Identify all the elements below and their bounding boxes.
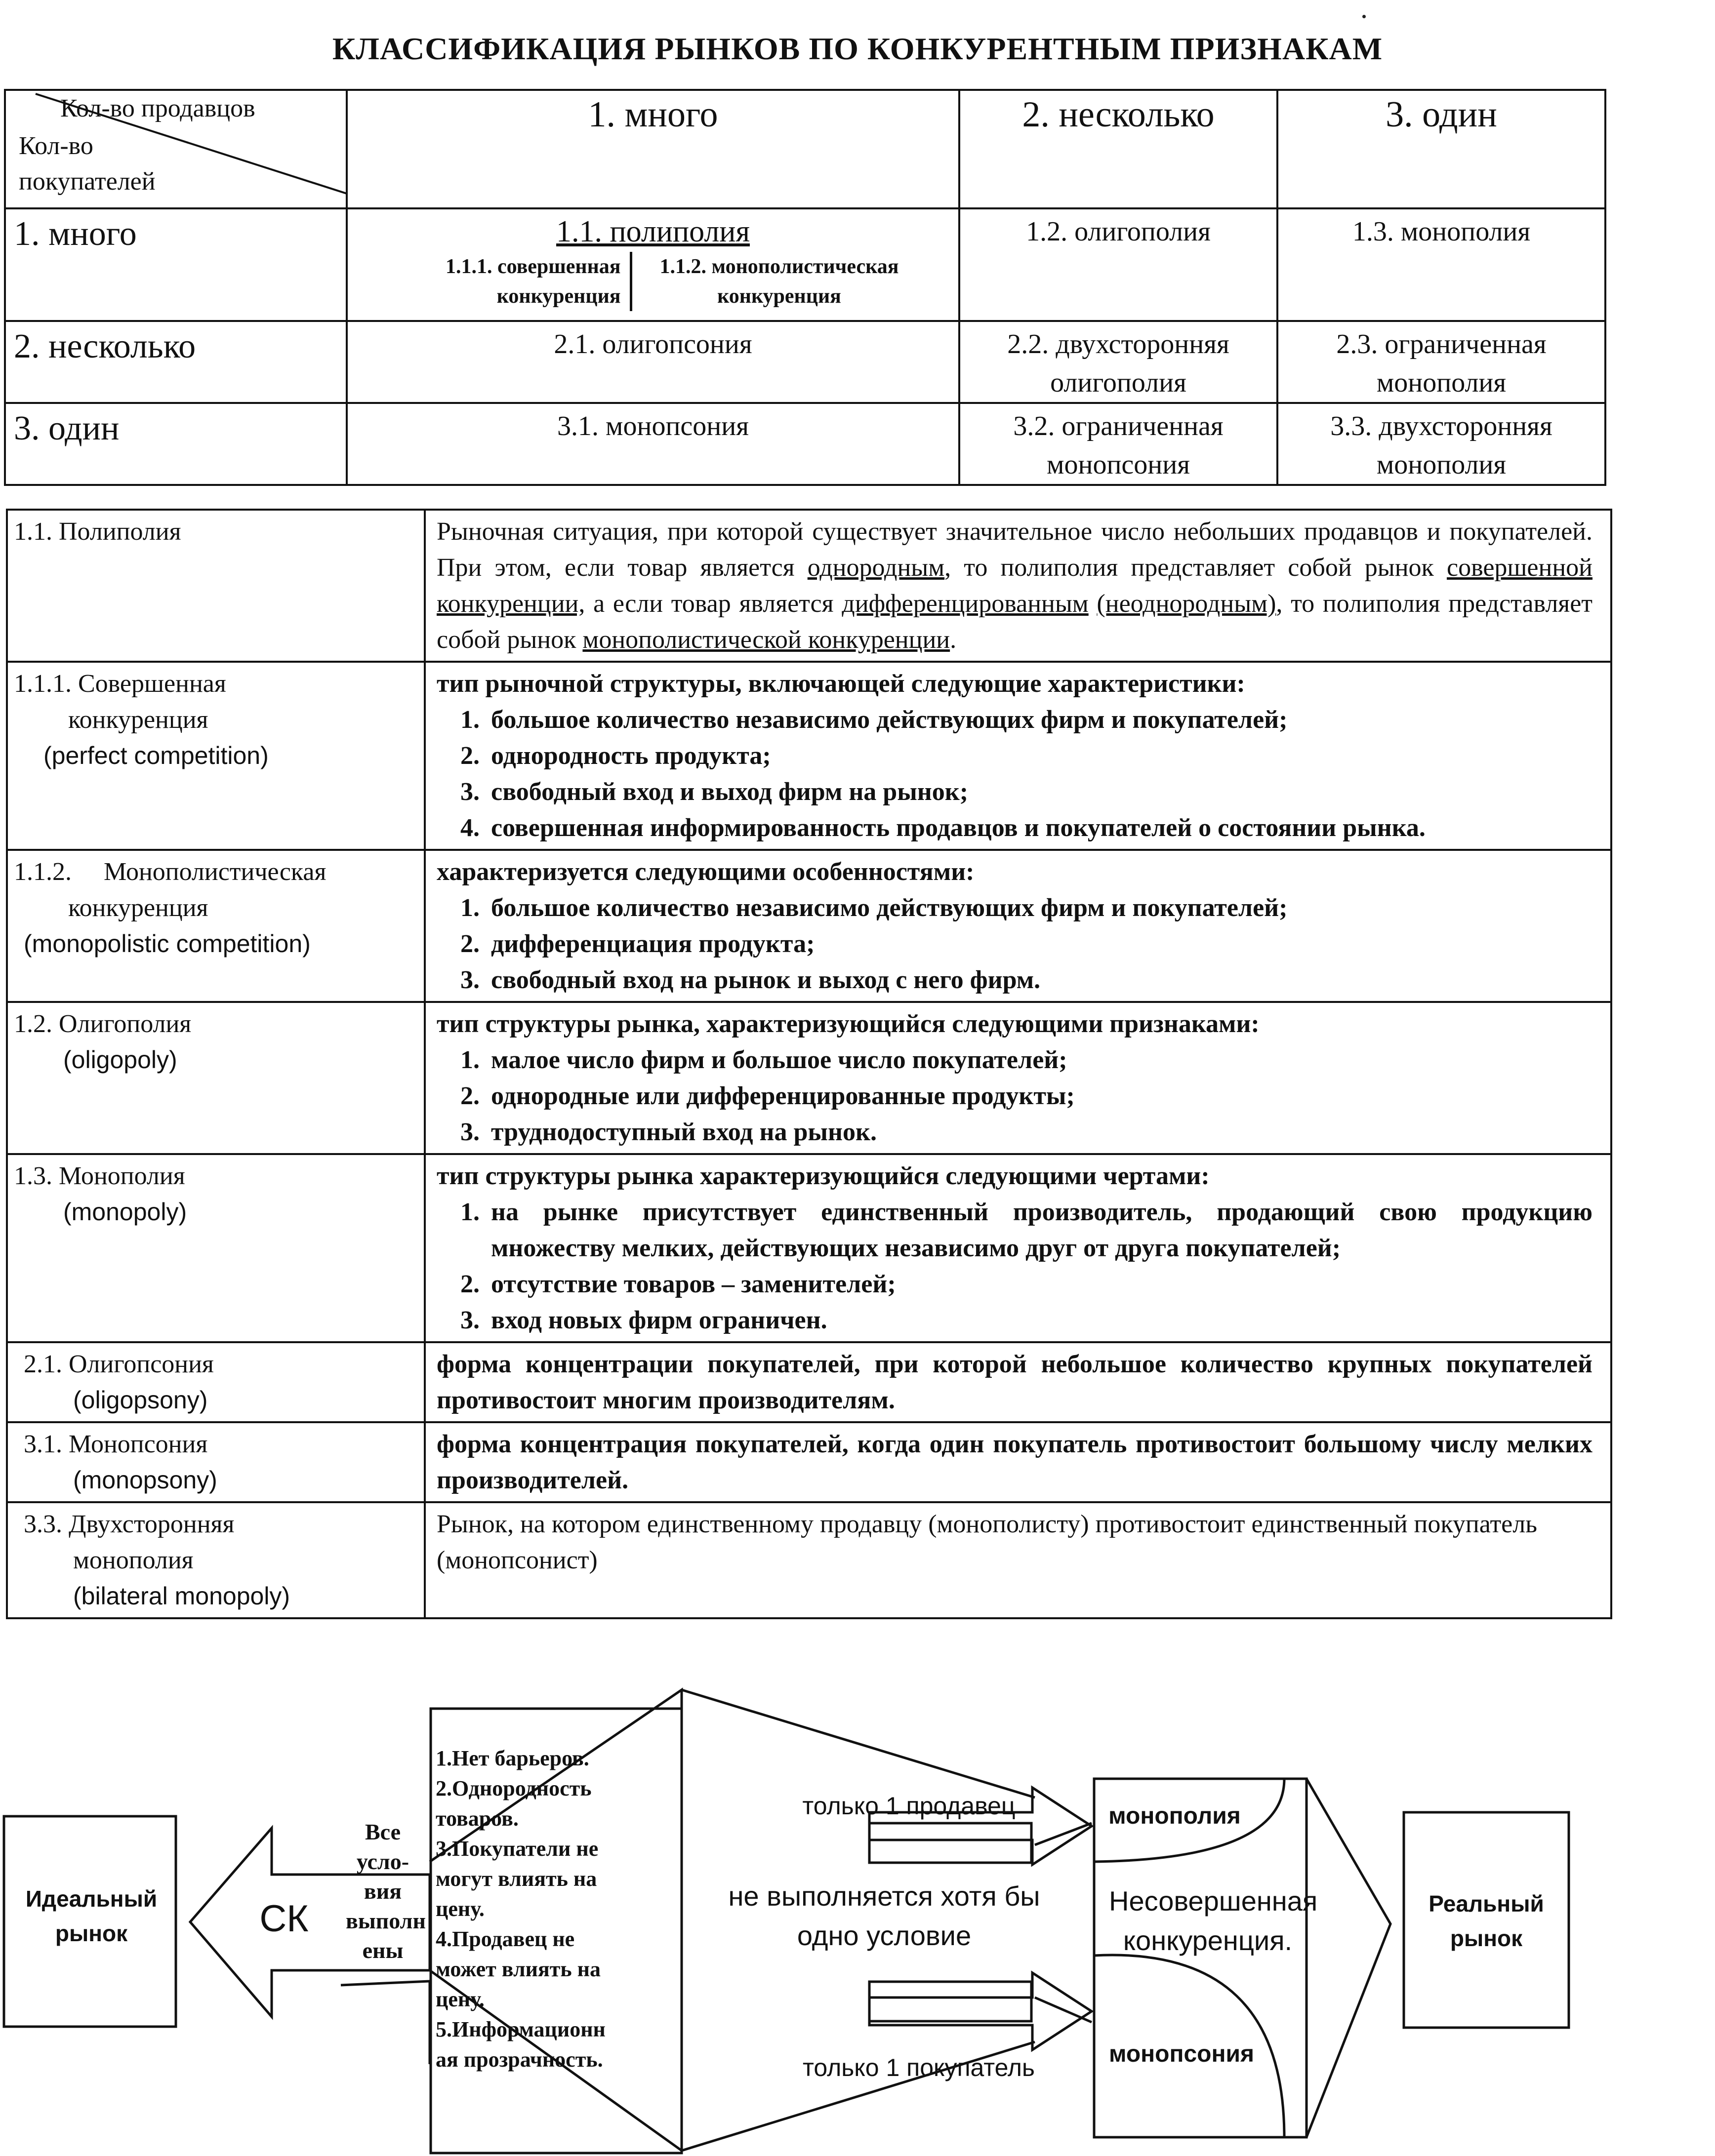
hollow-arrow-lower bbox=[341, 1981, 430, 2064]
def-oligopsony: форма концентрации покупателей, при которой небольшое количество крупных покупателей противостоит многим производителям. bbox=[425, 1342, 1611, 1422]
condition-not-met-label: не выполняется хотя бы одно условие bbox=[728, 1880, 1040, 1951]
matrix-corner-cell bbox=[5, 90, 347, 208]
term-monopoly: 1.3. Монополия (monopoly) bbox=[7, 1154, 425, 1342]
link-line-1 bbox=[1035, 1823, 1092, 1845]
def-row-perfect-competition bbox=[7, 662, 1611, 850]
corner-sellers-label: Кол-во продавцов bbox=[60, 94, 255, 122]
row-header-many: 1. много bbox=[5, 208, 347, 321]
list-item: 1. большое количество независимо действующих фирм и покупателей; bbox=[486, 890, 1592, 926]
term-bilateral-monopoly: 3.3. Двухсторонняя монополия (bilateral monopoly) bbox=[7, 1502, 425, 1618]
polypoly-split bbox=[348, 252, 958, 311]
cell-oligopoly: 1.2. олигополия bbox=[959, 208, 1277, 321]
matrix-row-one bbox=[5, 403, 1605, 485]
ideal-market-label: Идеальный рынок bbox=[25, 1886, 158, 1946]
corner-buyers-label: Кол-во покупателей bbox=[19, 132, 156, 196]
def-oligopoly: тип структуры рынка, характеризующийся следующими признаками: 1. малое число фирм и большое число покупателей; 2. однородные или дифференцированные продукты; 3. труднодоступный вход на рынок. bbox=[425, 1002, 1611, 1154]
row-header-several: 2. несколько bbox=[5, 321, 347, 403]
col-header-several: 2. несколько bbox=[959, 90, 1277, 208]
def-row-monopoly bbox=[7, 1154, 1611, 1342]
list-item: 2. отсутствие товаров – заменителей; bbox=[486, 1266, 1592, 1302]
market-matrix bbox=[4, 89, 1606, 486]
list-item: 4. совершенная информированность продавцов и покупателей о состоянии рынка. bbox=[486, 810, 1592, 846]
imperfect-competition-label: Несовершенная конкуренция. bbox=[1109, 1885, 1318, 1956]
real-market-label: Реальный рынок bbox=[1429, 1891, 1544, 1951]
list-item: 3. свободный вход и выход фирм на рынок; bbox=[486, 774, 1592, 810]
polypoly-perfect: 1.1.1. совершенная конкуренция bbox=[446, 255, 621, 308]
page-title: КЛАССИФИКАЦИЯ РЫНКОВ ПО КОНКУРЕНТНЫМ ПРИЗНАКАМ bbox=[332, 31, 1383, 66]
def-monopolistic-competition: характеризуется следующими особенностями: 1. большое количество независимо действующих фирм и покупателей; 2. дифференциация продукта; 3. свободный вход на рынок и выход с него фирм. bbox=[425, 850, 1611, 1002]
monopsony-label: монопсония bbox=[1108, 2041, 1255, 2067]
one-buyer-label: только 1 покупатель bbox=[803, 2054, 1035, 2081]
term-oligopsony: 2.1. Олигопсония (oligopsony) bbox=[7, 1342, 425, 1422]
matrix-header-row bbox=[5, 90, 1605, 208]
cell-limited-monopoly: 2.3. ограниченная монополия bbox=[1277, 321, 1605, 403]
buyer-arrow bbox=[869, 1973, 1092, 2050]
market-diagram bbox=[0, 1669, 1715, 2156]
list-item: 3. труднодоступный вход на рынок. bbox=[486, 1114, 1592, 1150]
def-monopoly: тип структуры рынка характеризующийся следующими чертами: 1. на рынке присутствует единственный производитель, продающий свою продукцию множеству мелких, действующих независимо друг от друга покупателей; 2. отсутствие товаров – заменителей; 3. вход новых фирм ограничен. bbox=[425, 1154, 1611, 1342]
def-monopsony: форма концентрация покупателей, когда один покупатель противостоит большому числу мелких производителей. bbox=[425, 1422, 1611, 1502]
buyer-blank-box bbox=[869, 1982, 1031, 2021]
polypoly-title: 1.1. полиполия bbox=[556, 215, 750, 248]
term-monopolistic-competition: 1.1.2. Монополистическая конкуренция (monopolistic competition) bbox=[7, 850, 425, 1002]
one-seller-label: только 1 продавец bbox=[802, 1792, 1016, 1820]
link-line-2 bbox=[1035, 1997, 1092, 2022]
seller-blank-box bbox=[869, 1823, 1031, 1863]
term-oligopoly: 1.2. Олигополия (oligopoly) bbox=[7, 1002, 425, 1154]
def-row-polypoly bbox=[7, 510, 1611, 662]
cell-monopoly: 1.3. монополия bbox=[1277, 208, 1605, 321]
matrix-row-several bbox=[5, 321, 1605, 403]
sk-label: СК bbox=[259, 1898, 309, 1940]
cell-oligopsony: 2.1. олигопсония bbox=[347, 321, 959, 403]
cell-polypoly bbox=[347, 208, 959, 321]
term-monopsony: 3.1. Монопсония (monopsony) bbox=[7, 1422, 425, 1502]
list-item: 2. дифференциация продукта; bbox=[486, 926, 1592, 962]
list-item: 1. малое число фирм и большое число покупателей; bbox=[486, 1042, 1592, 1078]
matrix-row-many bbox=[5, 208, 1605, 321]
row-header-one: 3. один bbox=[5, 403, 347, 485]
def-row-oligopoly bbox=[7, 1002, 1611, 1154]
conditions-list: 1.Нет барьеров. 2.Однородность товаров. 3.Покупатели не могут влиять на цену. 4.Продавец не может влиять на цену. 5.Информационн ая прозрачность. bbox=[436, 1746, 606, 2072]
cell-limited-monopsony: 3.2. ограниченная монопсония bbox=[959, 403, 1277, 485]
list-item: 3. свободный вход на рынок и выход с него фирм. bbox=[486, 962, 1592, 998]
term-polypoly: 1.1. Полиполия bbox=[7, 510, 425, 662]
list-item: 2. однородность продукта; bbox=[486, 738, 1592, 774]
imperfect-arrow-tip bbox=[1307, 1779, 1390, 2137]
stray-dot bbox=[1362, 15, 1366, 18]
funnel-top-edge bbox=[682, 1690, 1035, 1797]
term-perfect-competition: 1.1.1. Совершенная конкуренция (perfect competition) bbox=[7, 662, 425, 850]
monopoly-label: монополия bbox=[1108, 1803, 1241, 1829]
cell-monopsony: 3.1. монопсония bbox=[347, 403, 959, 485]
def-row-bilateral-monopoly bbox=[7, 1502, 1611, 1618]
def-row-monopsony bbox=[7, 1422, 1611, 1502]
def-polypoly: Рыночная ситуация, при которой существует значительное число небольших продавцов и покупателей. При этом, если товар является однородным, то полиполия представляет собой рынок совершенной конкуренции, а если товар является дифференцированным (неоднородным), то полиполия представляет собой рынок монополистической конкуренции. bbox=[425, 510, 1611, 662]
list-item: 1. на рынке присутствует единственный производитель, продающий свою продукцию множеству мелких, действующих независимо друг от друга покупателей; bbox=[486, 1194, 1592, 1266]
col-header-many: 1. много bbox=[347, 90, 959, 208]
all-conditions-met-label: Все усло- вия выполн ены bbox=[346, 1819, 426, 1963]
list-item: 3. вход новых фирм ограничен. bbox=[486, 1302, 1592, 1338]
def-row-monopolistic-competition bbox=[7, 850, 1611, 1002]
def-perfect-competition: тип рыночной структуры, включающей следующие характеристики: 1. большое количество независимо действующих фирм и покупателей; 2. однородность продукта; 3. свободный вход и выход фирм на рынок; 4. совершенная информированность продавцов и покупателей о состоянии рынка. bbox=[425, 662, 1611, 850]
definitions-table bbox=[6, 509, 1612, 1619]
cell-bilateral-monopoly: 3.3. двухсторонняя монополия bbox=[1277, 403, 1605, 485]
cell-bilateral-oligopoly: 2.2. двухсторонняя олигополия bbox=[959, 321, 1277, 403]
def-row-oligopsony bbox=[7, 1342, 1611, 1422]
col-header-one: 3. один bbox=[1277, 90, 1605, 208]
list-item: 2. однородные или дифференцированные продукты; bbox=[486, 1078, 1592, 1114]
def-bilateral-monopoly: Рынок, на котором единственному продавцу (монополисту) противостоит единственный покупатель (монопсонист) bbox=[425, 1502, 1611, 1618]
polypoly-monopolistic: 1.1.2. монополистическая конкуренция bbox=[630, 252, 927, 311]
list-item: 1. большое количество независимо действующих фирм и покупателей; bbox=[486, 702, 1592, 738]
